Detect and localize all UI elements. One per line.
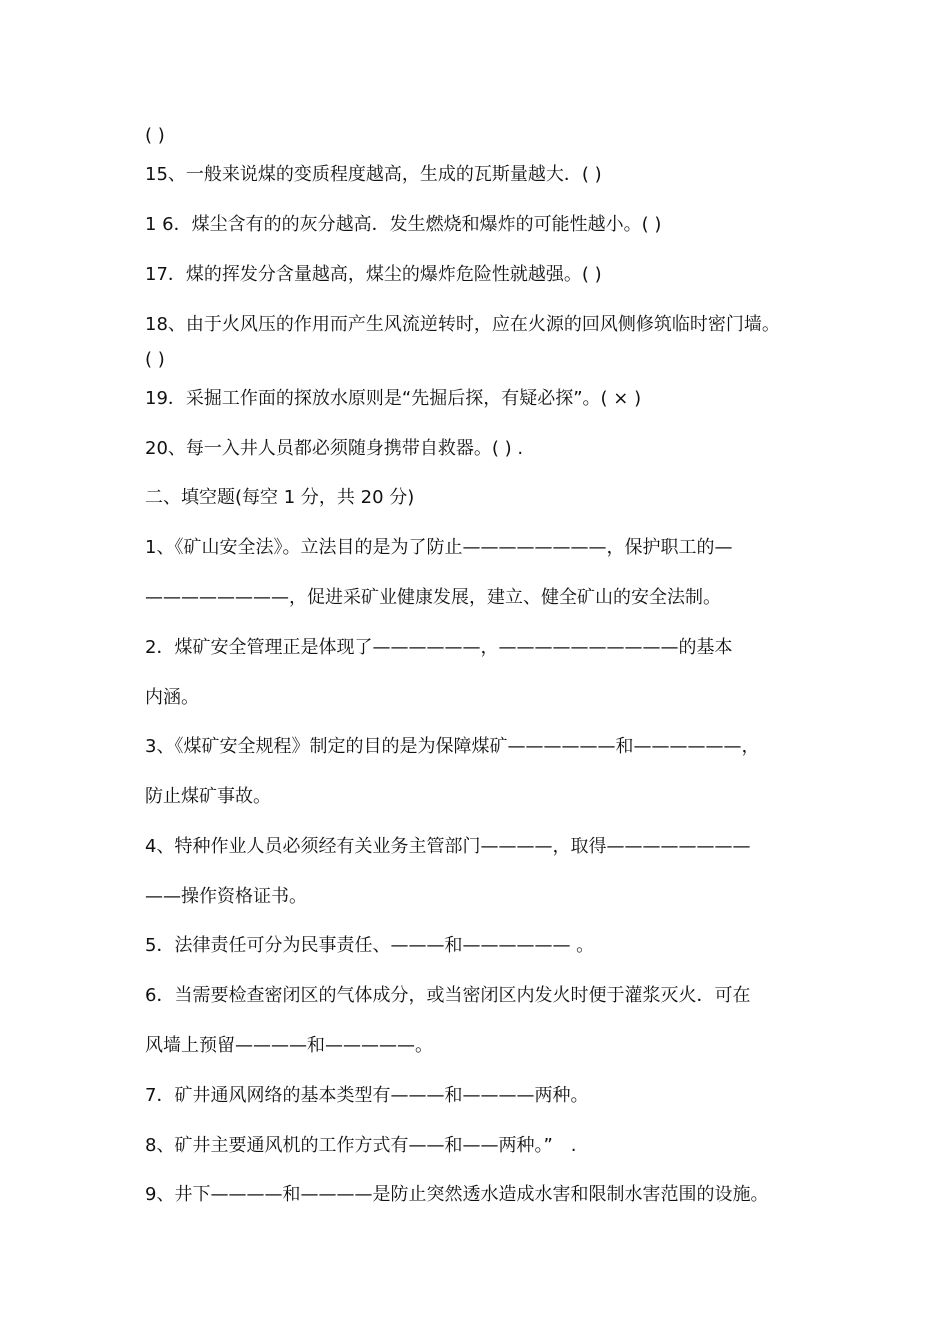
fill-question-2-cont: 内涵。	[145, 687, 199, 708]
fill-question-7: 7．矿井通风网络的基本类型有———和————两种。	[145, 1085, 589, 1106]
fill-question-1-cont: ————————，促进采矿业健康发展，建立、健全矿山的安全法制。	[145, 587, 721, 608]
question-18-blank: ( )	[145, 349, 165, 370]
fill-question-1: 1、《矿山安全法》。立法目的是为了防止————————，保护职工的—	[145, 537, 733, 558]
fill-question-4: 4、特种作业人员必须经有关业务主管部门————，取得————————	[145, 836, 751, 857]
fill-question-4-cont: ——操作资格证书。	[145, 886, 307, 907]
fill-question-5: 5．法律责任可分为民事责任、———和—————— 。	[145, 935, 595, 956]
question-17: 17．煤的挥发分含量越高，煤尘的爆炸危险性就越强。( )	[145, 264, 602, 285]
fill-question-6: 6．当需要检查密闭区的气体成分，或当密闭区内发火时便于灌浆灭火．可在	[145, 985, 751, 1006]
fill-question-9: 9、井下————和————是防止突然透水造成水害和限制水害范围的设施。	[145, 1184, 769, 1205]
fill-question-8: 8、矿井主要通风机的工作方式有——和——两种。” .	[145, 1135, 577, 1156]
fill-question-3-cont: 防止煤矿事故。	[145, 786, 271, 807]
answer-blank-continuation: ( )	[145, 125, 165, 146]
fill-question-2: 2．煤矿安全管理正是体现了——————，——————————的基本	[145, 637, 733, 658]
question-20: 20、每一入井人员都必须随身携带自救器。( ) .	[145, 438, 524, 459]
question-19: 19．采掘工作面的探放水原则是“先掘后探，有疑必探”。( × )	[145, 388, 642, 409]
question-16: 1 6．煤尘含有的的灰分越高．发生燃烧和爆炸的可能性越小。( )	[145, 214, 662, 235]
section-heading-fill-in: 二、填空题(每空 1 分，共 20 分)	[145, 487, 415, 508]
question-18: 18、由于火风压的作用而产生风流逆转时，应在火源的回风侧修筑临时密门墙。	[145, 314, 780, 335]
fill-question-6-cont: 风墙上预留————和—————。	[145, 1035, 433, 1056]
fill-question-3: 3、《煤矿安全规程》制定的目的是为保障煤矿——————和——————，	[145, 736, 760, 757]
question-15: 15、一般来说煤的变质程度越高，生成的瓦斯量越大．( )	[145, 164, 602, 185]
